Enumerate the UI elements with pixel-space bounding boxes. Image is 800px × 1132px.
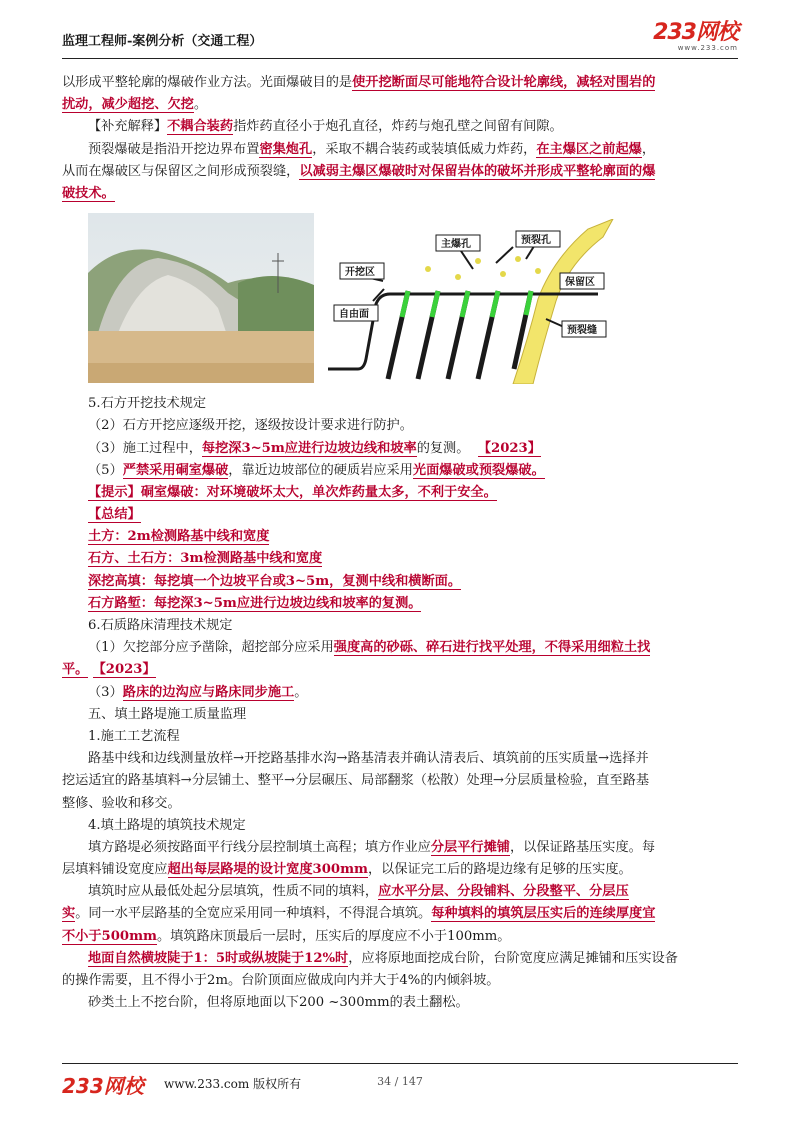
text-line: （2）石方开挖应逐级开挖，逐级按设计要求进行防护。 — [88, 418, 413, 434]
text-line: 平。 【2023】 — [62, 662, 156, 678]
summary-item: 深挖高填：每挖填一个边坡平台或3~5m，复测中线和横断面。 — [88, 573, 462, 589]
presplit-blasting-diagram — [328, 219, 618, 384]
summary-heading: 【总结】 — [88, 507, 141, 523]
footer-copyright: www.233.com 版权所有 — [164, 1077, 302, 1091]
text-line: 的操作需要，且不得小于2m。台阶顶面应做成向内并大于4%的内倾斜坡。 — [62, 973, 500, 988]
document-body — [62, 72, 738, 1014]
label-excavation-zone: 开挖区 — [345, 267, 375, 279]
subsection-heading: 1.施工工艺流程 — [88, 728, 180, 744]
text-line: （5）严禁采用硐室爆破，靠近边坡部位的硬质岩应采用光面爆破或预裂爆破。 — [88, 462, 545, 478]
text-line: 整修、验收和移交。 — [62, 795, 181, 811]
text-line: 地面自然横坡陡于1：5时或纵坡陡于12%时，应将原地面挖成台阶，台阶宽度应满足摊铺和压实设备 — [88, 950, 678, 966]
text-line: （1）欠挖部分应予凿除，超挖部分应采用强度高的砂砾、碎石进行找平处理，不得采用细粒土找 — [88, 640, 651, 656]
figure — [88, 213, 738, 387]
section-heading: 6.石质路床清理技术规定 — [88, 618, 233, 633]
subsection-heading: 4.填土路堤的填筑技术规定 — [88, 817, 246, 833]
text-line: （3）路床的边沟应与路床同步施工。 — [88, 684, 308, 700]
logo-url: www.233.com — [677, 44, 738, 52]
text-line: 砂类土上不挖台阶，但将原地面以下200 ~300mm的表土翻松。 — [88, 995, 469, 1011]
label-reserve-zone: 保留区 — [565, 277, 595, 289]
quarry-photo — [88, 213, 314, 383]
text-line: 【补充解释】不耦合装药指炸药直径小于炮孔直径，炸药与炮孔壁之间留有间隙。 — [88, 119, 563, 135]
blast-holes — [388, 291, 531, 379]
text-line: 从而在爆破区与保留区之间形成预裂缝，以减弱主爆区爆破时对保留岩体的破坏并形成平整轮廓面的爆 — [62, 163, 656, 179]
summary-item: 土方：2m检测路基中线和宽度 — [88, 529, 270, 545]
summary-item: 石方、土石方：3m检测路基中线和宽度 — [88, 551, 323, 567]
text-line: 以形成平整轮廓的爆破作业方法。光面爆破目的是使开挖断面尽可能地符合设计轮廓线，减轻对围岩的 — [62, 75, 656, 90]
section-heading: 5.石方开挖技术规定 — [88, 396, 207, 412]
text-line: （3）施工过程中，每挖深3~5m应进行边坡边线和坡率的复测。 【2023】 — [88, 440, 541, 456]
label-free-face: 自由面 — [339, 309, 369, 321]
text-line: 路基中线和边线测量放样→开挖路基排水沟→路基清表并确认清表后、填筑前的压实质量→选择并 — [88, 751, 649, 767]
label-main-hole: 主爆孔 — [441, 239, 471, 251]
footer-divider — [62, 1063, 738, 1064]
label-presplit-hole: 预裂孔 — [521, 235, 551, 247]
text-line: 挖运适宜的路基填料→分层铺土、整平→分层碾压、局部翻浆（松散）处理→分层质量检验，直至路基 — [62, 773, 650, 789]
footer-logo: 233网校 — [62, 1074, 144, 1098]
text-line: 破技术。 — [62, 185, 115, 201]
section-heading: 五、填土路堤施工质量监理 — [88, 706, 247, 722]
text-line: 层填料铺设宽度应超出每层路堤的设计宽度300mm，以保证完工后的路堤边缘有足够的压实度。 — [62, 862, 632, 878]
text-line: 不小于500mm。填筑路床顶最后一层时，压实后的厚度应不小于100mm。 — [62, 928, 511, 944]
text-line: 实。同一水平层路基的全宽应采用同一种填料，不得混合填筑。每种填料的填筑层压实后的连续厚度宜 — [62, 906, 656, 922]
brand-logo — [653, 22, 738, 52]
text-line: 填方路堤必须按路面平行线分层控制填土高程；填方作业应分层平行摊铺，以保证路基压实度。每 — [88, 839, 656, 855]
text-line: 扰动，减少超挖、欠挖。 — [62, 97, 208, 113]
text-line: 填筑时应从最低处起分层填筑，性质不同的填料，应水平分层、分段铺料、分段整平、分层压 — [88, 884, 629, 900]
tip-line: 【提示】硐室爆破：对环境破坏太大，单次炸药量太多，不利于安全。 — [88, 484, 497, 500]
header-title: 监理工程师-案例分析（交通工程） — [62, 34, 263, 49]
header-divider — [62, 58, 738, 59]
summary-item: 石方路堑：每挖深3~5m应进行边坡边线和坡率的复测。 — [88, 595, 422, 611]
logo-text: 233网校 — [653, 20, 738, 45]
page-number: 34 / 147 — [377, 1075, 423, 1088]
page-footer — [62, 1070, 738, 1098]
text-line: 预裂爆破是指沿开挖边界布置密集炮孔，采取不耦合装药或装填低威力炸药，在主爆区之前起爆， — [88, 141, 656, 157]
page-header — [62, 22, 738, 58]
label-presplit-crack: 预裂缝 — [567, 325, 597, 337]
